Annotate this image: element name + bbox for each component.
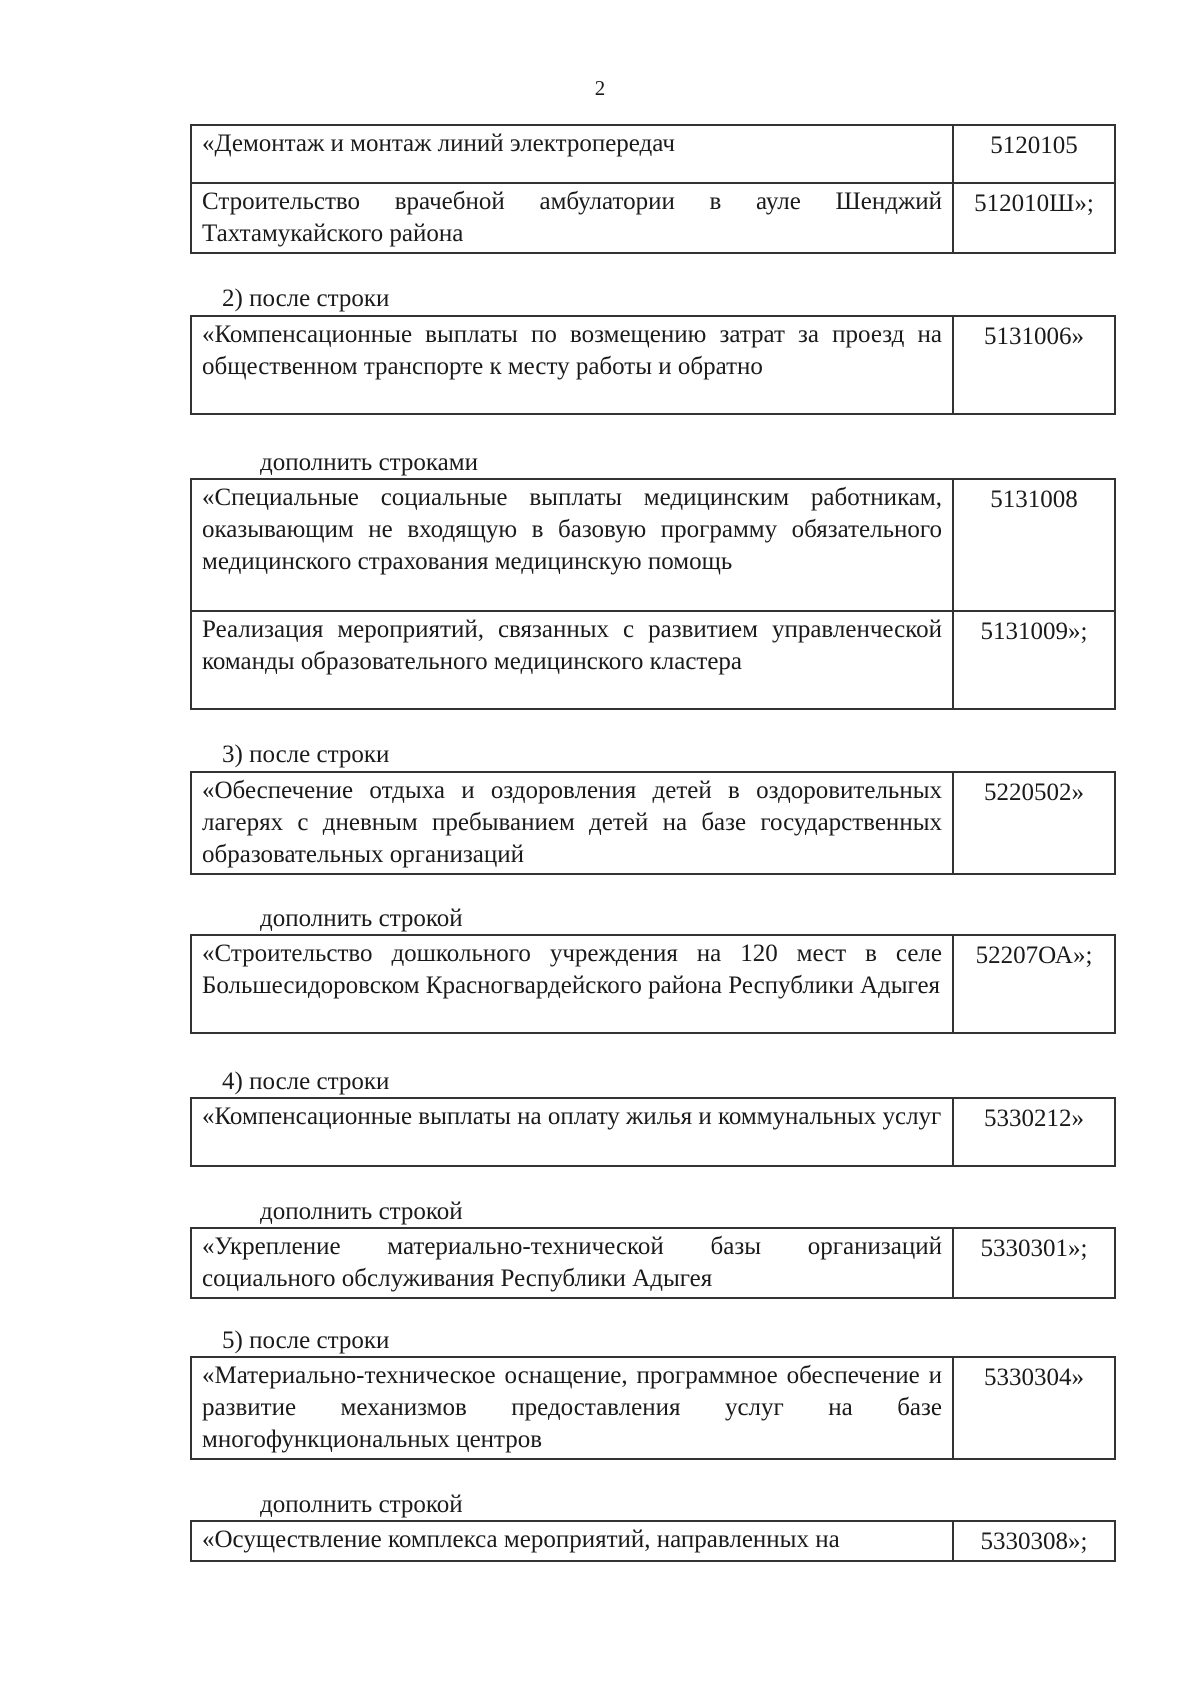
table-row [191, 1521, 1115, 1561]
row-code: 5330304» [953, 1357, 1115, 1459]
section-intro: 5) после строки [222, 1327, 390, 1354]
row-code: 512010Ш»; [953, 183, 1115, 253]
amendment-table [190, 1520, 1116, 1562]
amendment-table [190, 771, 1116, 875]
table-row [191, 1098, 1115, 1166]
row-description: «Компенсационные выплаты по возмещению затрат за проезд на общественном транспорте к месту работы и обратно [191, 316, 953, 414]
row-description: «Строительство дошкольного учреждения на 120 мест в селе Большесидоровском Красногвардейского района Республики Адыгея [191, 935, 953, 1033]
row-code: 5131009»; [953, 611, 1115, 709]
section-intro: 4) после строки [222, 1068, 390, 1095]
amendment-table [190, 478, 1116, 710]
table-row [191, 183, 1115, 253]
amendment-table [190, 934, 1116, 1034]
amendment-table [190, 1227, 1116, 1299]
row-description: «Укрепление материально-технической базы организаций социального обслуживания Республики Адыгея [191, 1228, 953, 1298]
row-description: «Демонтаж и монтаж линий электропередач [191, 125, 953, 183]
amendment-table [190, 1356, 1116, 1460]
table-row [191, 316, 1115, 414]
row-description: «Специальные социальные выплаты медицинским работникам, оказывающим не входящую в базовую программу обязательного медицинского страхования медицинскую помощь [191, 479, 953, 611]
row-code: 5131006» [953, 316, 1115, 414]
section-intro: дополнить строкой [260, 1491, 463, 1518]
table-row [191, 479, 1115, 611]
row-code: 5330308»; [953, 1521, 1115, 1561]
page-number: 2 [594, 76, 606, 100]
row-code: 5330212» [953, 1098, 1115, 1166]
table-row [191, 1228, 1115, 1298]
section-intro: 2) после строки [222, 285, 390, 312]
row-description: Строительство врачебной амбулатории в ауле Шенджий Тахтамукайского района [191, 183, 953, 253]
table-row [191, 125, 1115, 183]
table-row [191, 935, 1115, 1033]
amendment-table [190, 124, 1116, 254]
row-code: 5131008 [953, 479, 1115, 611]
section-intro: дополнить строкой [260, 905, 463, 932]
table-row [191, 1357, 1115, 1459]
row-code: 5330301»; [953, 1228, 1115, 1298]
row-description: «Материально-техническое оснащение, программное обеспечение и развитие механизмов предоставления услуг на базе многофункциональных центров [191, 1357, 953, 1459]
section-intro: дополнить строками [260, 449, 478, 476]
row-description: Реализация мероприятий, связанных с развитием управленческой команды образовательного медицинского кластера [191, 611, 953, 709]
section-intro: дополнить строкой [260, 1198, 463, 1225]
table-row [191, 611, 1115, 709]
section-intro: 3) после строки [222, 741, 390, 768]
row-code: 5220502» [953, 772, 1115, 874]
row-code: 5120105 [953, 125, 1115, 183]
row-code: 52207ОА»; [953, 935, 1115, 1033]
amendment-table [190, 1097, 1116, 1167]
row-description: «Компенсационные выплаты на оплату жилья и коммунальных услуг [191, 1098, 953, 1166]
table-row [191, 772, 1115, 874]
row-description: «Осуществление комплекса мероприятий, направленных на [191, 1521, 953, 1561]
row-description: «Обеспечение отдыха и оздоровления детей в оздоровительных лагерях с дневным пребыванием детей на базе государственных образовательных организаций [191, 772, 953, 874]
amendment-table [190, 315, 1116, 415]
